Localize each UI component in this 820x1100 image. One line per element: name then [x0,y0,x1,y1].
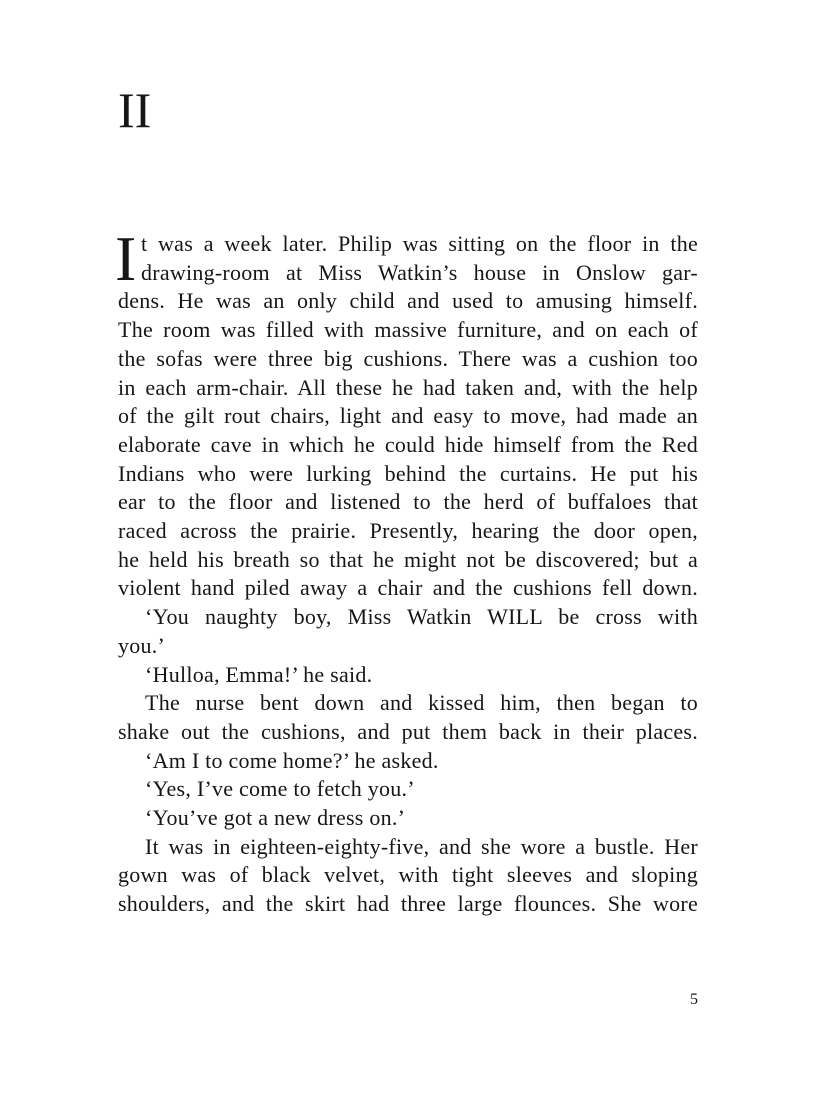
chapter-heading: II [118,82,152,138]
text-line: dens. He was an only child and used to amusing himself. [118,288,698,314]
text-line: t was a week later. Philip was sitting on the floor in the [141,231,698,256]
text-line: he held his breath so that he might not be discovered; but a [118,546,698,572]
text-line: shoulders, and the skirt had three large flounces. She wore [118,891,698,917]
text-line: The nurse bent down and kissed him, then began to [145,690,698,716]
text-line: in each arm-chair. All these he had taken and, with the help [118,374,698,400]
drop-cap: I [115,223,137,294]
text-line: elaborate cave in which he could hide himself from the Red [118,431,698,457]
page-number: 5 [690,991,698,1008]
text-line: raced across the prairie. Presently, hearing the door open, [118,518,698,544]
text-line: of the gilt rout chairs, light and easy to move, had made an [118,403,698,429]
text-line: Indians who were lurking behind the curtains. He put his [118,460,698,486]
text-line: the sofas were three big cushions. There was a cushion too [118,345,698,371]
text-line: ‘Am I to come home?’ he asked. [145,747,439,773]
text-line: It was in eighteen-eighty-five, and she wore a bustle. Her [145,833,698,859]
text-line: you.’ [118,632,166,658]
text-line: ‘Yes, I’ve come to fetch you.’ [145,776,415,802]
text-line: ‘You’ve got a new dress on.’ [145,805,406,831]
text-line: violent hand piled away a chair and the cushions fell down. [118,575,698,601]
text-line: shake out the cushions, and put them back in their places. [118,718,698,744]
text-line: drawing-room at Miss Watkin’s house in Onslow gar- [141,259,698,285]
text-block [118,230,698,919]
text-line: ear to the floor and listened to the herd of buffaloes that [118,489,698,515]
text-line: ‘You naughty boy, Miss Watkin WILL be cross with [145,604,698,630]
text-line: gown was of black velvet, with tight sleeves and sloping [118,862,698,888]
text-line: ‘Hulloa, Emma!’ he said. [145,661,373,687]
text-line: The room was filled with massive furniture, and on each of [118,317,698,343]
